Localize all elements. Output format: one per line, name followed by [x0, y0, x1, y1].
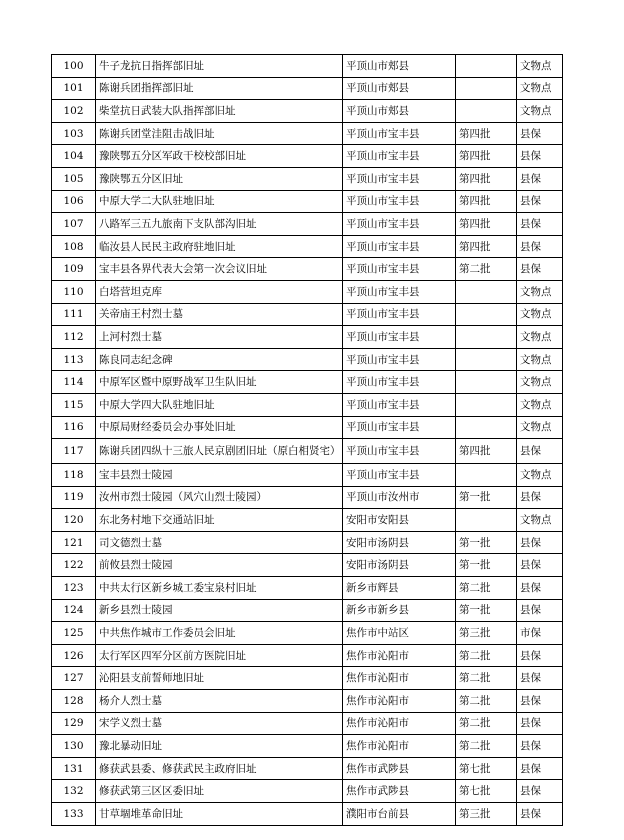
- table-row: [52, 486, 563, 509]
- table-row: [52, 122, 563, 145]
- location-cell: 平顶山市宝丰县: [343, 393, 456, 416]
- batch-cell: 第四批: [456, 190, 517, 213]
- row-number-cell: 124: [52, 599, 96, 622]
- location-cell: 平顶山市郏县: [343, 55, 456, 78]
- batch-cell: [456, 77, 517, 100]
- row-number-cell: 104: [52, 145, 96, 168]
- protection-level-cell: 文物点: [517, 55, 563, 78]
- batch-cell: 第二批: [456, 667, 517, 690]
- table-row: [52, 439, 563, 464]
- batch-cell: 第二批: [456, 644, 517, 667]
- table-row: [52, 213, 563, 236]
- location-cell: 平顶山市宝丰县: [343, 371, 456, 394]
- location-cell: 焦作市沁阳市: [343, 712, 456, 735]
- batch-cell: 第一批: [456, 554, 517, 577]
- location-cell: 焦作市武陟县: [343, 757, 456, 780]
- batch-cell: [456, 509, 517, 532]
- row-number-cell: 100: [52, 55, 96, 78]
- row-number-cell: 111: [52, 303, 96, 326]
- protection-level-cell: 县保: [517, 190, 563, 213]
- site-name-cell: 陈良同志纪念碑: [96, 348, 343, 371]
- protection-level-cell: 县保: [517, 145, 563, 168]
- batch-cell: 第四批: [456, 213, 517, 236]
- table-row: [52, 280, 563, 303]
- batch-cell: 第三批: [456, 803, 517, 826]
- protection-level-cell: 文物点: [517, 77, 563, 100]
- protection-level-cell: 县保: [517, 122, 563, 145]
- location-cell: 平顶山市宝丰县: [343, 190, 456, 213]
- protection-level-cell: 文物点: [517, 280, 563, 303]
- protection-level-cell: 县保: [517, 235, 563, 258]
- site-name-cell: 司文德烈士墓: [96, 531, 343, 554]
- protection-level-cell: 县保: [517, 599, 563, 622]
- batch-cell: 第四批: [456, 439, 517, 464]
- protection-level-cell: 县保: [517, 690, 563, 713]
- table-row: [52, 258, 563, 281]
- site-name-cell: 宋学义烈士墓: [96, 712, 343, 735]
- protection-level-cell: 文物点: [517, 509, 563, 532]
- row-number-cell: 129: [52, 712, 96, 735]
- batch-cell: 第二批: [456, 735, 517, 758]
- site-name-cell: 豫陕鄂五分区旧址: [96, 167, 343, 190]
- site-name-cell: 陈谢兵团四纵十三旅人民京剧团旧址（原白相贤宅）: [96, 439, 343, 464]
- table-row: [52, 644, 563, 667]
- site-name-cell: 前攸县烈士陵园: [96, 554, 343, 577]
- protection-level-cell: 文物点: [517, 464, 563, 487]
- site-name-cell: 陈谢兵团堂洼阻击战旧址: [96, 122, 343, 145]
- site-name-cell: 宝丰县各界代表大会第一次会议旧址: [96, 258, 343, 281]
- site-name-cell: 中共焦作城市工作委员会旧址: [96, 622, 343, 645]
- site-name-cell: 关帝庙王村烈士墓: [96, 303, 343, 326]
- location-cell: 新乡市辉县: [343, 577, 456, 600]
- batch-cell: [456, 303, 517, 326]
- table-body: [52, 55, 563, 826]
- location-cell: 平顶山市宝丰县: [343, 235, 456, 258]
- batch-cell: 第一批: [456, 486, 517, 509]
- batch-cell: [456, 100, 517, 123]
- protection-level-cell: 县保: [517, 258, 563, 281]
- batch-cell: 第二批: [456, 690, 517, 713]
- row-number-cell: 115: [52, 393, 96, 416]
- row-number-cell: 112: [52, 326, 96, 349]
- row-number-cell: 120: [52, 509, 96, 532]
- location-cell: 平顶山市宝丰县: [343, 122, 456, 145]
- protection-level-cell: 县保: [517, 644, 563, 667]
- batch-cell: 第七批: [456, 757, 517, 780]
- location-cell: 平顶山市宝丰县: [343, 303, 456, 326]
- table-row: [52, 712, 563, 735]
- site-name-cell: 牛子龙抗日指挥部旧址: [96, 55, 343, 78]
- table-row: [52, 167, 563, 190]
- protection-level-cell: 文物点: [517, 416, 563, 439]
- protection-level-cell: 文物点: [517, 303, 563, 326]
- protection-level-cell: 县保: [517, 167, 563, 190]
- location-cell: 焦作市中站区: [343, 622, 456, 645]
- site-name-cell: 太行军区四军分区前方医院旧址: [96, 644, 343, 667]
- row-number-cell: 130: [52, 735, 96, 758]
- site-name-cell: 临汝县人民民主政府驻地旧址: [96, 235, 343, 258]
- row-number-cell: 131: [52, 757, 96, 780]
- row-number-cell: 109: [52, 258, 96, 281]
- protection-level-cell: 市保: [517, 622, 563, 645]
- location-cell: 焦作市沁阳市: [343, 735, 456, 758]
- location-cell: 平顶山市宝丰县: [343, 213, 456, 236]
- site-name-cell: 八路军三五九旅南下支队部沟旧址: [96, 213, 343, 236]
- heritage-sites-table: [51, 54, 563, 826]
- table-row: [52, 690, 563, 713]
- site-name-cell: 豫陕鄂五分区军政干校校部旧址: [96, 145, 343, 168]
- table-row: [52, 416, 563, 439]
- site-name-cell: 白塔营坦克库: [96, 280, 343, 303]
- row-number-cell: 123: [52, 577, 96, 600]
- site-name-cell: 修获武县委、修获武民主政府旧址: [96, 757, 343, 780]
- protection-level-cell: 县保: [517, 780, 563, 803]
- protection-level-cell: 文物点: [517, 348, 563, 371]
- row-number-cell: 117: [52, 439, 96, 464]
- row-number-cell: 116: [52, 416, 96, 439]
- row-number-cell: 125: [52, 622, 96, 645]
- batch-cell: [456, 464, 517, 487]
- row-number-cell: 118: [52, 464, 96, 487]
- location-cell: 安阳市汤阴县: [343, 531, 456, 554]
- table-row: [52, 371, 563, 394]
- protection-level-cell: 县保: [517, 803, 563, 826]
- table-row: [52, 780, 563, 803]
- site-name-cell: 宝丰县烈士陵园: [96, 464, 343, 487]
- row-number-cell: 127: [52, 667, 96, 690]
- protection-level-cell: 文物点: [517, 326, 563, 349]
- protection-level-cell: 文物点: [517, 100, 563, 123]
- table-row: [52, 393, 563, 416]
- site-name-cell: 修获武第三区区委旧址: [96, 780, 343, 803]
- table-row: [52, 55, 563, 78]
- site-name-cell: 中原局财经委员会办事处旧址: [96, 416, 343, 439]
- location-cell: 新乡市新乡县: [343, 599, 456, 622]
- table-row: [52, 348, 563, 371]
- batch-cell: [456, 280, 517, 303]
- row-number-cell: 133: [52, 803, 96, 826]
- batch-cell: 第四批: [456, 235, 517, 258]
- table-row: [52, 735, 563, 758]
- row-number-cell: 122: [52, 554, 96, 577]
- batch-cell: [456, 348, 517, 371]
- protection-level-cell: 县保: [517, 577, 563, 600]
- location-cell: 焦作市武陟县: [343, 780, 456, 803]
- batch-cell: [456, 393, 517, 416]
- batch-cell: 第四批: [456, 145, 517, 168]
- location-cell: 焦作市沁阳市: [343, 667, 456, 690]
- row-number-cell: 126: [52, 644, 96, 667]
- location-cell: 安阳市汤阴县: [343, 554, 456, 577]
- row-number-cell: 114: [52, 371, 96, 394]
- table-row: [52, 77, 563, 100]
- batch-cell: 第四批: [456, 167, 517, 190]
- location-cell: 平顶山市宝丰县: [343, 326, 456, 349]
- row-number-cell: 119: [52, 486, 96, 509]
- site-name-cell: 中原大学二大队驻地旧址: [96, 190, 343, 213]
- site-name-cell: 甘草堌堆革命旧址: [96, 803, 343, 826]
- location-cell: 平顶山市宝丰县: [343, 416, 456, 439]
- site-name-cell: 中共太行区新乡城工委宝泉村旧址: [96, 577, 343, 600]
- protection-level-cell: 县保: [517, 439, 563, 464]
- location-cell: 焦作市沁阳市: [343, 644, 456, 667]
- row-number-cell: 132: [52, 780, 96, 803]
- site-name-cell: 沁阳县支前誓师地旧址: [96, 667, 343, 690]
- location-cell: 平顶山市郏县: [343, 100, 456, 123]
- row-number-cell: 121: [52, 531, 96, 554]
- location-cell: 平顶山市汝州市: [343, 486, 456, 509]
- protection-level-cell: 县保: [517, 757, 563, 780]
- row-number-cell: 102: [52, 100, 96, 123]
- location-cell: 平顶山市郏县: [343, 77, 456, 100]
- site-name-cell: 柴堂抗日武装大队指挥部旧址: [96, 100, 343, 123]
- batch-cell: 第二批: [456, 258, 517, 281]
- site-name-cell: 杨介人烈士墓: [96, 690, 343, 713]
- table-row: [52, 803, 563, 826]
- site-name-cell: 中原军区暨中原野战军卫生队旧址: [96, 371, 343, 394]
- row-number-cell: 107: [52, 213, 96, 236]
- location-cell: 焦作市沁阳市: [343, 690, 456, 713]
- batch-cell: [456, 371, 517, 394]
- batch-cell: 第三批: [456, 622, 517, 645]
- site-name-cell: 上河村烈士墓: [96, 326, 343, 349]
- row-number-cell: 128: [52, 690, 96, 713]
- batch-cell: 第七批: [456, 780, 517, 803]
- site-name-cell: 新乡县烈士陵园: [96, 599, 343, 622]
- batch-cell: 第一批: [456, 599, 517, 622]
- batch-cell: [456, 416, 517, 439]
- site-name-cell: 陈谢兵团指挥部旧址: [96, 77, 343, 100]
- table-row: [52, 464, 563, 487]
- protection-level-cell: 县保: [517, 735, 563, 758]
- batch-cell: [456, 326, 517, 349]
- table-row: [52, 757, 563, 780]
- table-row: [52, 622, 563, 645]
- location-cell: 平顶山市宝丰县: [343, 167, 456, 190]
- protection-level-cell: 县保: [517, 486, 563, 509]
- table-row: [52, 577, 563, 600]
- row-number-cell: 113: [52, 348, 96, 371]
- row-number-cell: 105: [52, 167, 96, 190]
- location-cell: 平顶山市宝丰县: [343, 145, 456, 168]
- protection-level-cell: 县保: [517, 554, 563, 577]
- location-cell: 平顶山市宝丰县: [343, 464, 456, 487]
- site-name-cell: 汝州市烈士陵园（风穴山烈士陵园）: [96, 486, 343, 509]
- protection-level-cell: 文物点: [517, 393, 563, 416]
- location-cell: 平顶山市宝丰县: [343, 280, 456, 303]
- protection-level-cell: 县保: [517, 712, 563, 735]
- table-row: [52, 554, 563, 577]
- batch-cell: 第一批: [456, 531, 517, 554]
- location-cell: 平顶山市宝丰县: [343, 439, 456, 464]
- table-row: [52, 145, 563, 168]
- protection-level-cell: 文物点: [517, 371, 563, 394]
- table-row: [52, 667, 563, 690]
- table-row: [52, 531, 563, 554]
- site-name-cell: 豫北暴动旧址: [96, 735, 343, 758]
- table-row: [52, 599, 563, 622]
- table-row: [52, 100, 563, 123]
- batch-cell: 第二批: [456, 577, 517, 600]
- row-number-cell: 106: [52, 190, 96, 213]
- row-number-cell: 110: [52, 280, 96, 303]
- location-cell: 安阳市安阳县: [343, 509, 456, 532]
- row-number-cell: 101: [52, 77, 96, 100]
- protection-level-cell: 县保: [517, 213, 563, 236]
- table-row: [52, 190, 563, 213]
- site-name-cell: 东北务村地下交通站旧址: [96, 509, 343, 532]
- batch-cell: [456, 55, 517, 78]
- table-row: [52, 509, 563, 532]
- batch-cell: 第二批: [456, 712, 517, 735]
- protection-level-cell: 县保: [517, 531, 563, 554]
- row-number-cell: 103: [52, 122, 96, 145]
- location-cell: 平顶山市宝丰县: [343, 258, 456, 281]
- table-row: [52, 235, 563, 258]
- site-name-cell: 中原大学四大队驻地旧址: [96, 393, 343, 416]
- table-row: [52, 326, 563, 349]
- row-number-cell: 108: [52, 235, 96, 258]
- batch-cell: 第四批: [456, 122, 517, 145]
- protection-level-cell: 县保: [517, 667, 563, 690]
- table-row: [52, 303, 563, 326]
- location-cell: 濮阳市台前县: [343, 803, 456, 826]
- location-cell: 平顶山市宝丰县: [343, 348, 456, 371]
